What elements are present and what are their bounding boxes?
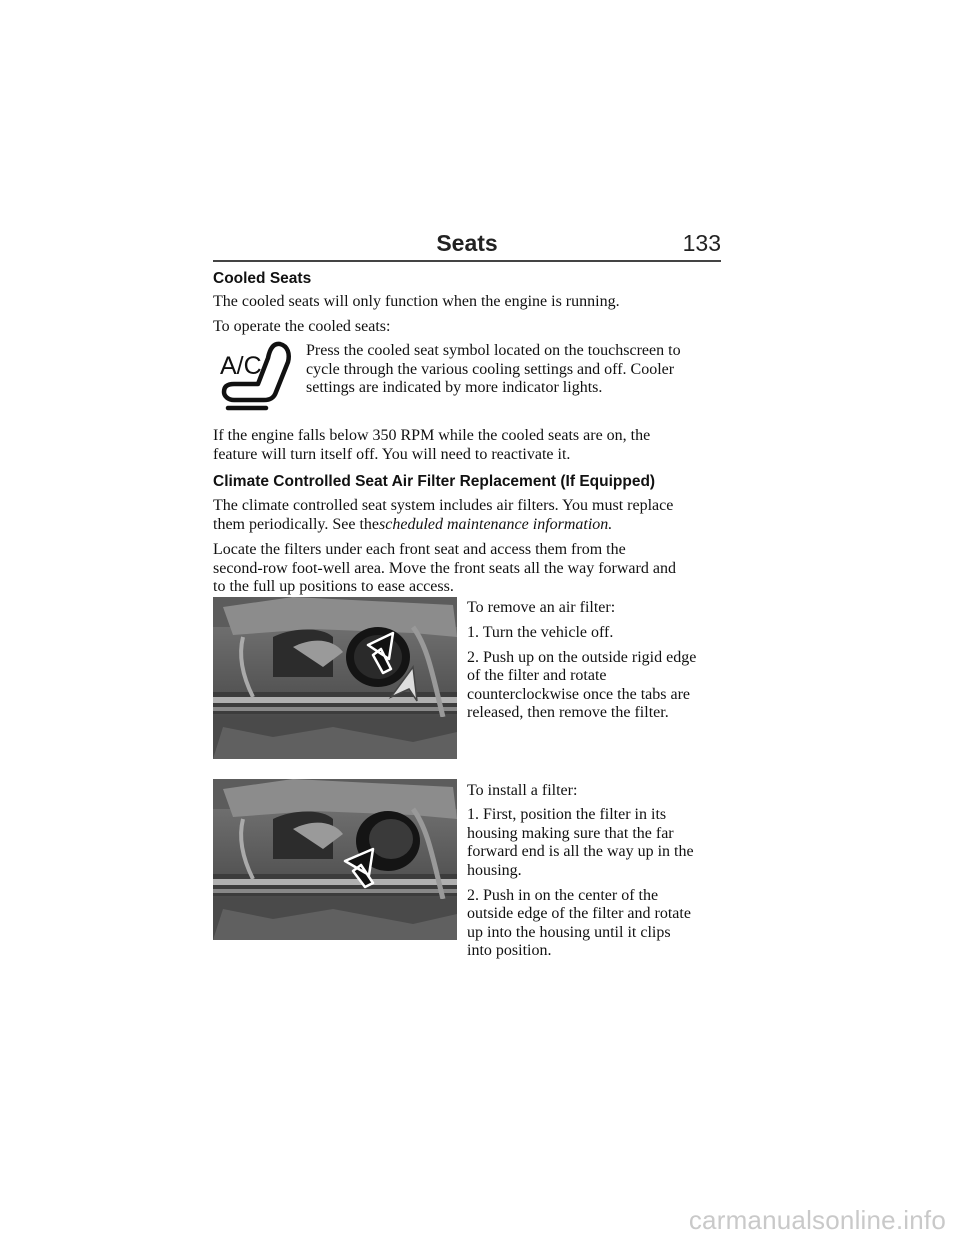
remove-filter-photo <box>213 597 457 759</box>
ac-label: A/C <box>220 352 262 380</box>
cooled-seats-intro: The cooled seats will only function when the engine is running. <box>213 293 620 310</box>
watermark: carmanualsonline.info <box>688 1205 946 1235</box>
remove-step-2-line-4: released, then remove the filter. <box>467 704 669 721</box>
instruction-line-3: settings are indicated by more indicator lights. <box>306 379 603 396</box>
install-step-1-line-3: forward end is all the way up in the <box>467 843 694 860</box>
filter-p2-line-1: Locate the filters under each front seat and access them from the <box>213 541 626 558</box>
remove-step-2-line-1: 2. Push up on the outside rigid edge <box>467 649 697 666</box>
cooled-seats-heading: Cooled Seats <box>213 270 312 287</box>
instruction-line-1: Press the cooled seat symbol located on the touchscreen to <box>306 342 681 359</box>
section-title: Seats <box>436 230 498 256</box>
filter-p2-line-2: second-row foot-well area. Move the front seats all the way forward and <box>213 560 676 577</box>
rpm-note-line-1: If the engine falls below 350 RPM while the cooled seats are on, the <box>213 427 651 444</box>
remove-step-2-line-2: of the filter and rotate <box>467 667 607 684</box>
page-number: 133 <box>682 230 721 256</box>
filter-p1-line-1: The climate controlled seat system includes air filters. You must replace <box>213 497 674 514</box>
filter-p2-line-3: to the full up positions to ease access. <box>213 578 454 595</box>
install-step-1-line-4: housing. <box>467 862 522 879</box>
rpm-note-line-2: feature will turn itself off. You will need to reactivate it. <box>213 446 571 463</box>
install-filter-photo <box>213 779 457 940</box>
filter-p1-line-2 <box>213 516 612 535</box>
remove-step-1: 1. Turn the vehicle off. <box>467 624 614 641</box>
filter-heading: Climate Controlled Seat Air Filter Replacement (If Equipped) <box>213 473 656 490</box>
remove-step-2-line-3: counterclockwise once the tabs are <box>467 686 691 703</box>
page-header <box>213 226 721 262</box>
install-step-1-line-2: housing making sure that the far <box>467 825 674 842</box>
install-step-2-line-4: into position. <box>467 942 552 959</box>
install-step-2-line-3: up into the housing until it clips <box>467 924 671 941</box>
filter-p1-prefix: them periodically. See the <box>213 516 380 533</box>
cooled-seats-operate: To operate the cooled seats: <box>213 318 391 335</box>
install-step-2-line-1: 2. Push in on the center of the <box>467 887 659 904</box>
install-step-2-line-2: outside edge of the filter and rotate <box>467 905 691 922</box>
instruction-line-2: cycle through the various cooling settings and off. Cooler <box>306 361 675 378</box>
cooled-seat-icon <box>218 340 294 412</box>
install-title: To install a filter: <box>467 782 578 799</box>
install-step-1-line-1: 1. First, position the filter in its <box>467 806 667 823</box>
remove-title: To remove an air filter: <box>467 599 616 616</box>
maintenance-link[interactable]: scheduled maintenance information. <box>379 516 613 533</box>
